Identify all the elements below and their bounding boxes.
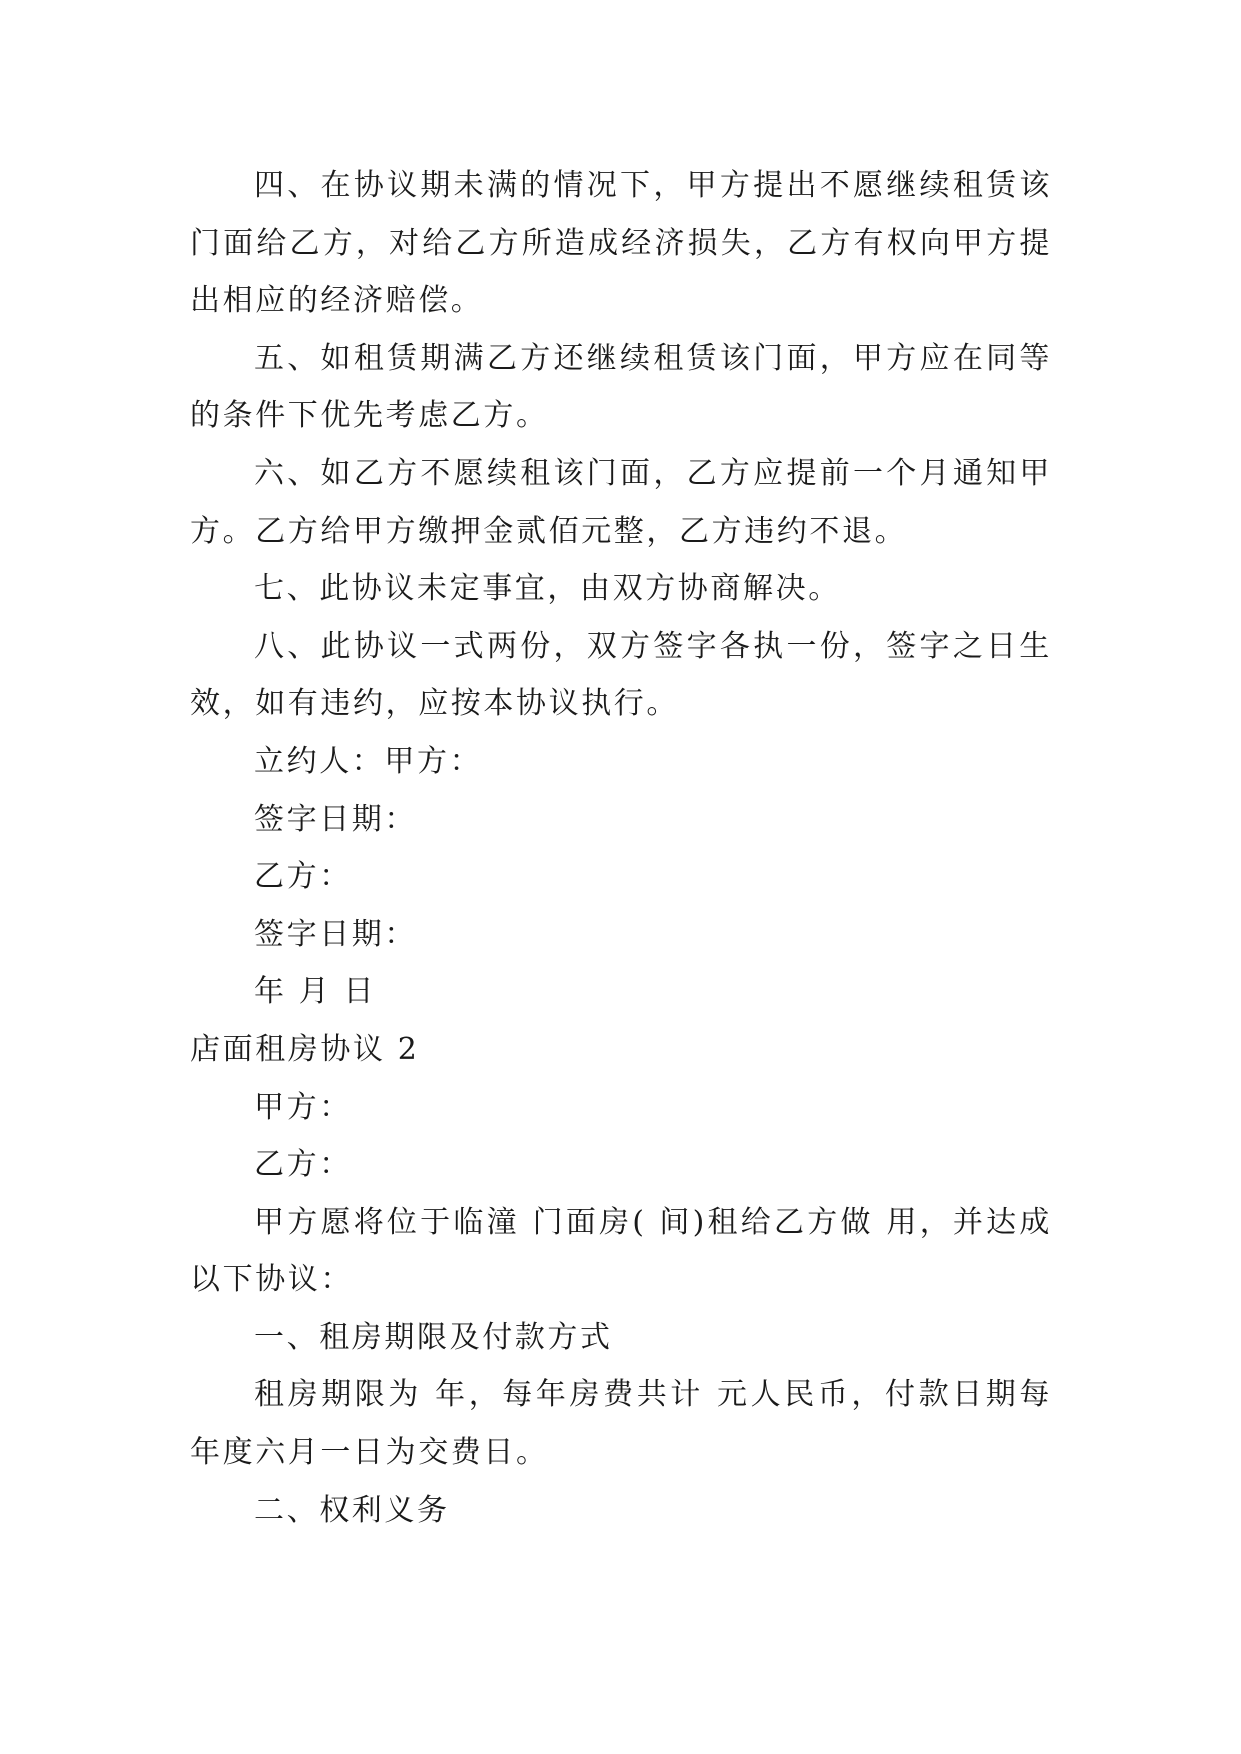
signatory-party-b: 乙方： — [254, 859, 352, 895]
heading-rights-obligations: 二、权利义务 — [254, 1492, 450, 1528]
clause-6: 六、如乙方不愿续租该门面，乙方应提前一个月通知甲方。乙方给甲方缴押金贰佰元整，乙方违约不退。 — [190, 455, 1052, 549]
date-line: 年 月 日 — [254, 974, 377, 1010]
party-b-line: 乙方： — [254, 1147, 352, 1183]
clause-5: 五、如租赁期满乙方还继续租赁该门面，甲方应在同等的条件下优先考虑乙方。 — [190, 340, 1052, 434]
sign-date-party-b: 签字日期： — [254, 916, 417, 952]
party-a-line: 甲方： — [254, 1089, 352, 1125]
sign-date-party-a: 签字日期： — [254, 801, 417, 837]
clause-4: 四、在协议期未满的情况下，甲方提出不愿继续租赁该门面给乙方，对给乙方所造成经济损失，乙方有权向甲方提出相应的经济赔偿。 — [190, 168, 1052, 319]
heading-term-payment: 一、租房期限及付款方式 — [254, 1319, 613, 1355]
document-body — [190, 157, 1052, 1539]
clause-7: 七、此协议未定事宜，由双方协商解决。 — [254, 571, 841, 607]
section-title: 店面租房协议 2 — [190, 1031, 420, 1067]
signatory-party-a: 立约人：甲方： — [254, 743, 483, 779]
intro-paragraph: 甲方愿将位于临潼 门面房( 间)租给乙方做 用，并达成以下协议： — [190, 1204, 1052, 1298]
clause-8: 八、此协议一式两份，双方签字各执一份，签字之日生效，如有违约，应按本协议执行。 — [190, 628, 1052, 722]
term-payment-paragraph: 租房期限为 年，每年房费共计 元人民币，付款日期每年度六月一日为交费日。 — [190, 1377, 1052, 1471]
